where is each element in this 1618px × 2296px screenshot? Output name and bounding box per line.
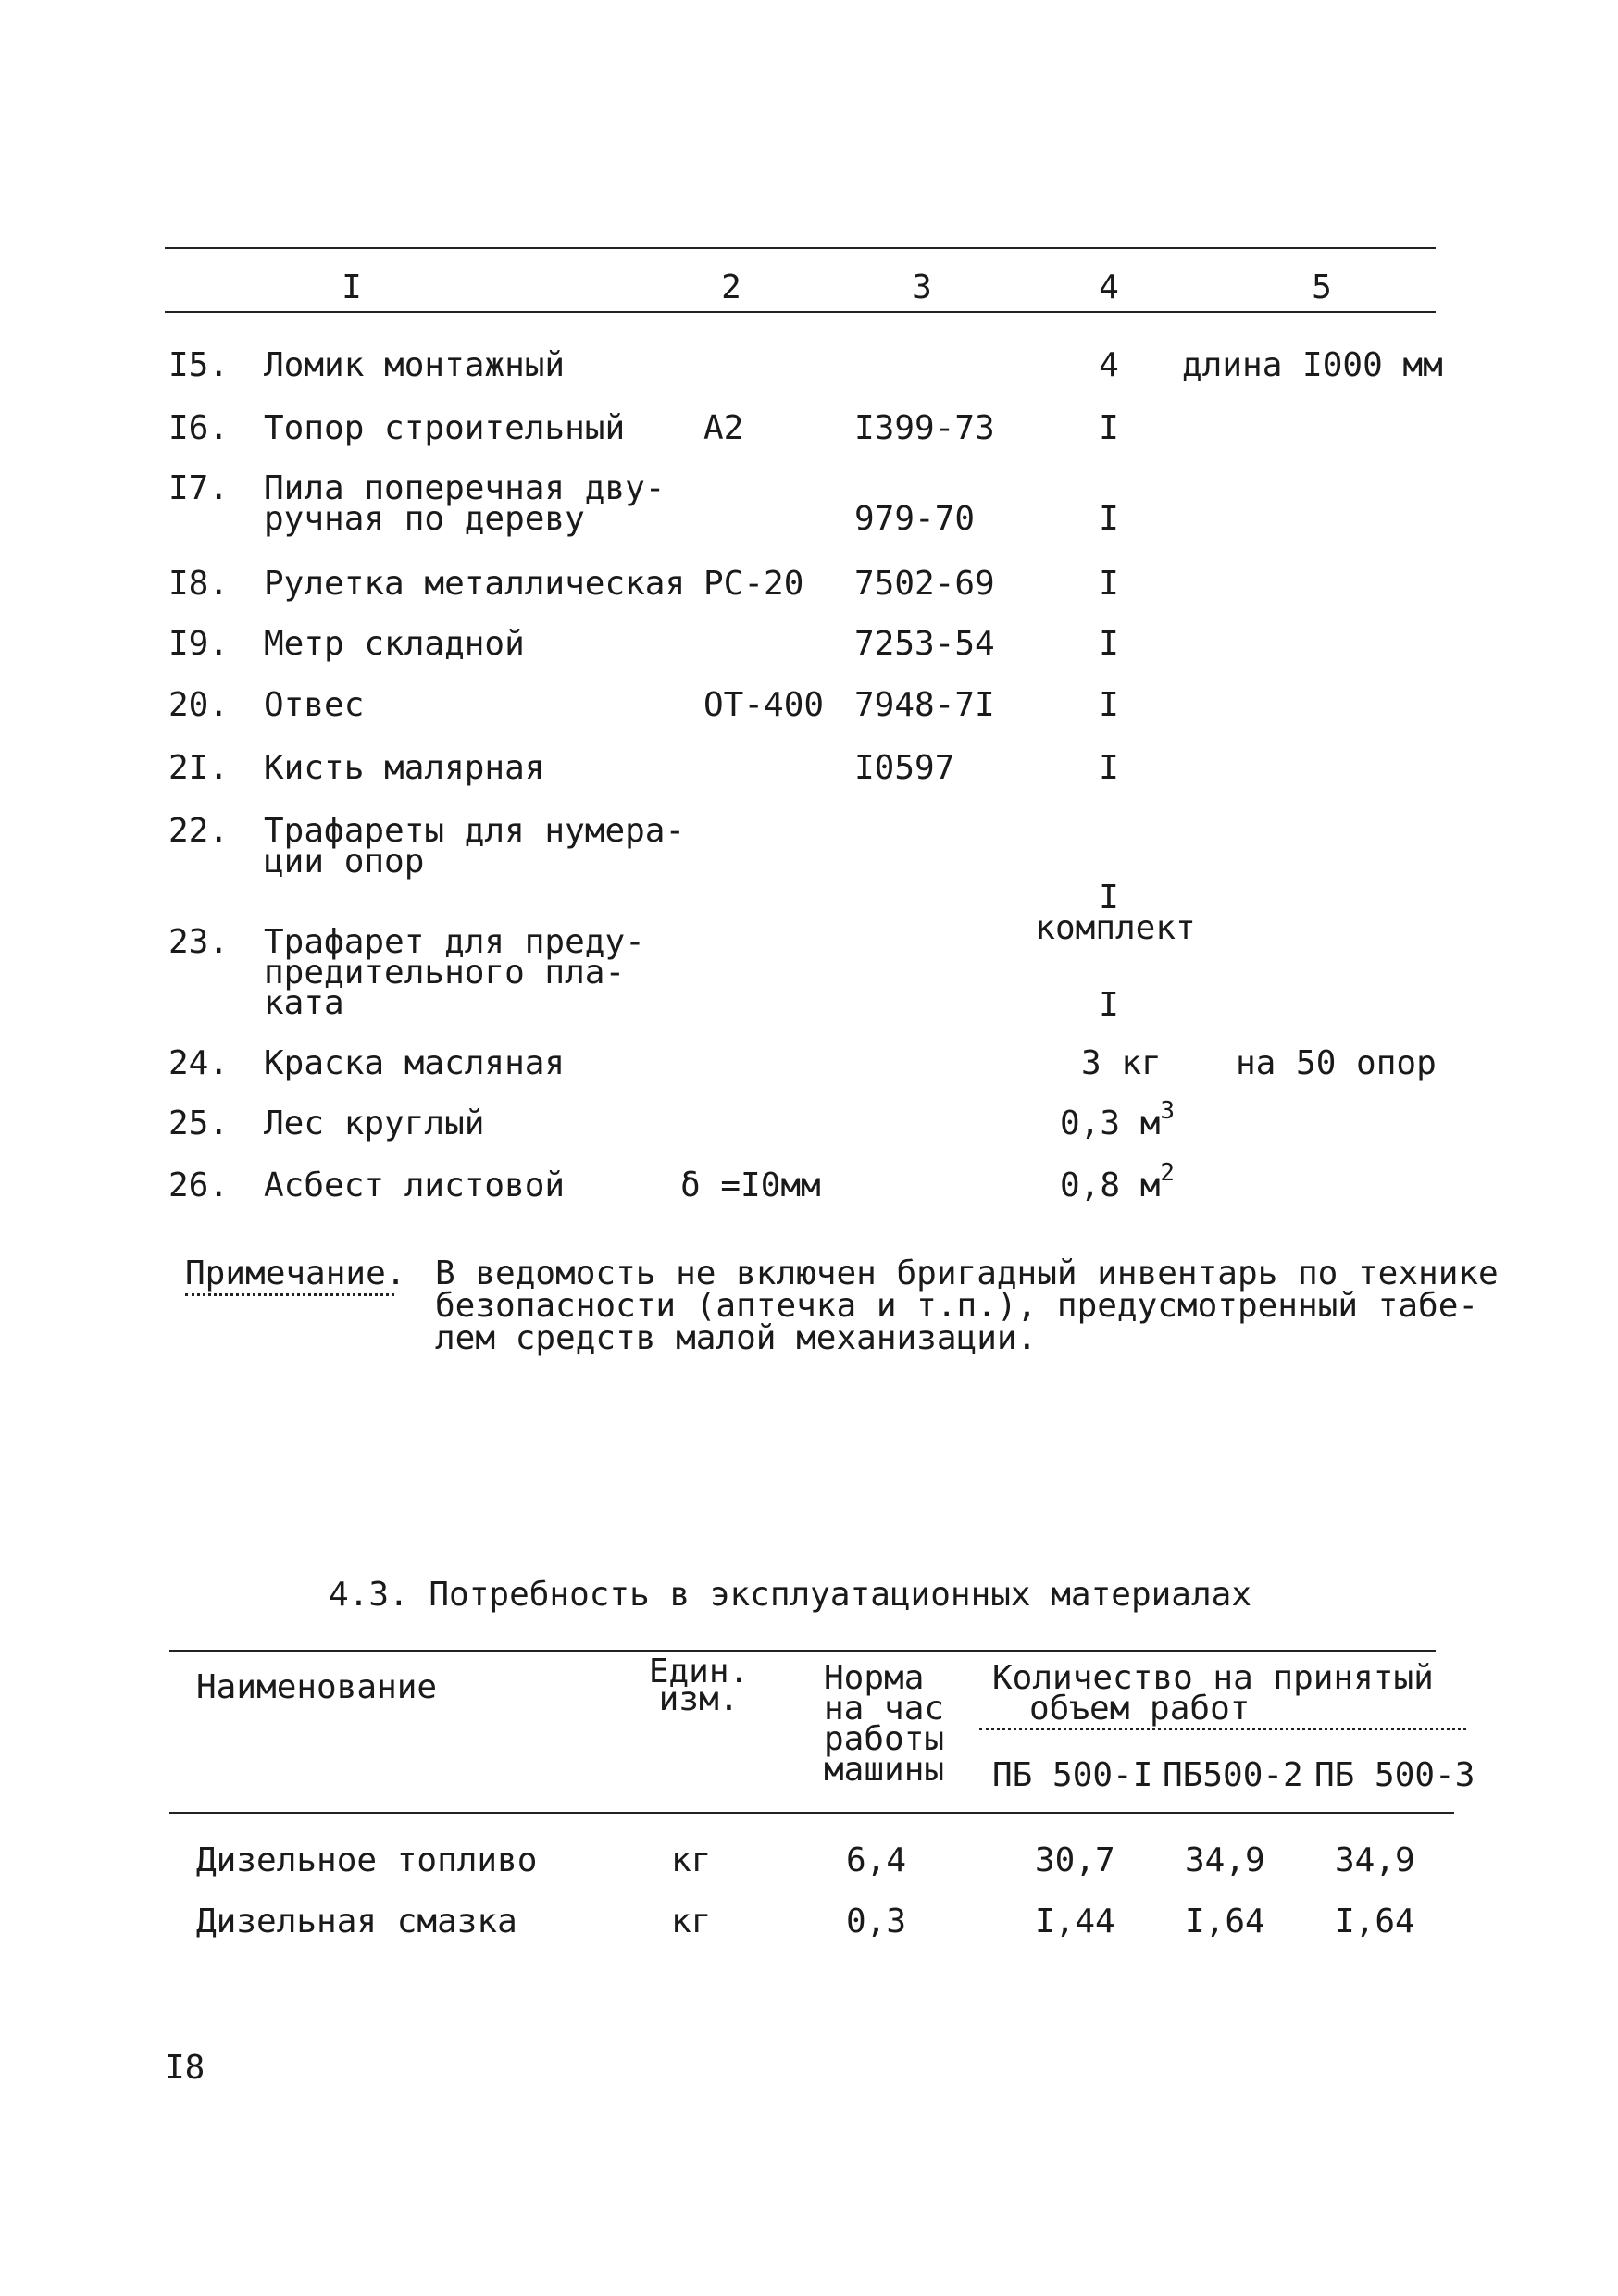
row-number: 26. bbox=[168, 1167, 230, 1204]
header-unit-line-1: Един. bbox=[648, 1653, 750, 1691]
material-norm: 6,4 bbox=[846, 1841, 907, 1879]
material-unit: кг bbox=[671, 1903, 712, 1940]
row-name-line: Асбест листовой bbox=[264, 1167, 566, 1204]
row-name-line: предительного пла- bbox=[264, 954, 626, 992]
row-name-line: ката bbox=[264, 984, 344, 1022]
materials-top-rule bbox=[169, 1650, 1436, 1652]
row-qty: I bbox=[1099, 565, 1119, 603]
row-qty: I bbox=[1099, 879, 1119, 917]
row-number: 23. bbox=[168, 923, 230, 961]
header-machine-1: ПБ 500-I bbox=[992, 1756, 1153, 1794]
table-header-rule bbox=[165, 311, 1436, 313]
row-mark: А2 bbox=[703, 409, 744, 447]
row-name-line: Краска масляная bbox=[264, 1044, 566, 1082]
qty-value: 0,3 м bbox=[1060, 1104, 1161, 1142]
row-mark: РС-20 bbox=[703, 565, 804, 603]
row-gost: I0597 bbox=[854, 749, 955, 787]
row-qty bbox=[1060, 1159, 1189, 1204]
row-qty: I bbox=[1099, 986, 1119, 1024]
row-qty: I bbox=[1099, 409, 1119, 447]
header-norm-line-4: машины bbox=[824, 1751, 945, 1789]
header-qty-underline bbox=[979, 1728, 1466, 1730]
row-name-line: Рулетка металлическая bbox=[264, 565, 686, 603]
note-label-underline bbox=[185, 1293, 394, 1296]
row-number: 24. bbox=[168, 1044, 230, 1082]
note-line-3: лем средств малой механизации. bbox=[435, 1319, 1038, 1357]
row-qty bbox=[1060, 1097, 1189, 1142]
row-gost: 7948-7I bbox=[854, 686, 995, 724]
material-name: Дизельная смазка bbox=[196, 1903, 517, 1940]
row-qty: 4 bbox=[1099, 346, 1119, 384]
header-unit-line-2: изм. bbox=[658, 1680, 740, 1718]
header-norm-line-1: Норма bbox=[824, 1659, 925, 1697]
row-name-line: Лес круглый bbox=[264, 1104, 485, 1142]
table-top-rule bbox=[165, 247, 1436, 249]
unit-exponent: 3 bbox=[1160, 1097, 1176, 1125]
col-header-4: 4 bbox=[1099, 268, 1119, 306]
col-header-5: 5 bbox=[1312, 268, 1332, 306]
header-machine-2: ПБ500-2 bbox=[1163, 1756, 1303, 1794]
row-qty: 3 кг bbox=[1081, 1044, 1162, 1082]
material-qty-3: I,64 bbox=[1335, 1903, 1415, 1940]
row-qty: I bbox=[1099, 500, 1119, 538]
material-qty-2: 34,9 bbox=[1185, 1841, 1265, 1879]
header-qty-line-1: Количество на принятый bbox=[992, 1659, 1434, 1697]
row-qty: комплект bbox=[1035, 909, 1196, 947]
row-name-line: Кисть малярная bbox=[264, 749, 545, 787]
note-line-1: В ведомость не включен бригадный инвентарь по технике bbox=[435, 1254, 1499, 1292]
row-number: I6. bbox=[168, 409, 230, 447]
row-note: на 50 опор bbox=[1236, 1044, 1437, 1082]
header-norm-line-3: работы bbox=[824, 1720, 945, 1758]
material-unit: кг bbox=[671, 1841, 712, 1879]
header-machine-3: ПБ 500-3 bbox=[1314, 1756, 1475, 1794]
row-name-line: Пила поперечная дву- bbox=[264, 469, 666, 507]
row-number: 25. bbox=[168, 1104, 230, 1142]
row-name-line: Отвес bbox=[264, 686, 365, 724]
header-name: Наименование bbox=[196, 1668, 438, 1706]
note-label: Примечание. bbox=[185, 1254, 406, 1292]
row-note: длина I000 мм bbox=[1182, 346, 1443, 384]
row-gost: 7253-54 bbox=[854, 625, 995, 663]
unit-exponent: 2 bbox=[1160, 1159, 1176, 1187]
row-gost: I399-73 bbox=[854, 409, 995, 447]
col-header-3: 3 bbox=[912, 268, 932, 306]
row-name-line: Топор строительный bbox=[264, 409, 626, 447]
col-header-2: 2 bbox=[721, 268, 741, 306]
row-mark: ОТ-400 bbox=[703, 686, 825, 724]
qty-value: 0,8 м bbox=[1060, 1167, 1161, 1204]
row-name-line: ции опор bbox=[264, 842, 425, 880]
material-qty-2: I,64 bbox=[1185, 1903, 1265, 1940]
material-name: Дизельное топливо bbox=[196, 1841, 538, 1879]
row-number: I8. bbox=[168, 565, 230, 603]
row-name-line: Трафарет для преду- bbox=[264, 923, 645, 961]
row-qty: I bbox=[1099, 686, 1119, 724]
header-qty-line-2: объем работ bbox=[1029, 1690, 1251, 1728]
row-number: I9. bbox=[168, 625, 230, 663]
page-number: I8 bbox=[165, 2049, 205, 2087]
materials-header-rule bbox=[169, 1812, 1454, 1814]
header-norm-line-2: на час bbox=[824, 1690, 945, 1728]
material-norm: 0,3 bbox=[846, 1903, 907, 1940]
col-header-1: I bbox=[342, 268, 362, 306]
row-name-line: ручная по дереву bbox=[264, 500, 585, 538]
material-qty-1: 30,7 bbox=[1035, 1841, 1115, 1879]
row-qty: I bbox=[1099, 749, 1119, 787]
row-number: I5. bbox=[168, 346, 230, 384]
row-mark: δ =I0мм bbox=[680, 1167, 821, 1204]
section-title: 4.3. Потребность в эксплуатационных материалах bbox=[329, 1576, 1251, 1614]
note-line-2: безопасности (аптечка и т.п.), предусмотренный табе- bbox=[435, 1287, 1479, 1325]
row-number: 2I. bbox=[168, 749, 230, 787]
row-number: 20. bbox=[168, 686, 230, 724]
row-name-line: Трафареты для нумера- bbox=[264, 812, 686, 850]
row-number: I7. bbox=[168, 469, 230, 507]
row-name-line: Метр складной bbox=[264, 625, 525, 663]
row-qty: I bbox=[1099, 625, 1119, 663]
row-number: 22. bbox=[168, 812, 230, 850]
material-qty-1: I,44 bbox=[1035, 1903, 1115, 1940]
row-gost: 979-70 bbox=[854, 500, 976, 538]
material-qty-3: 34,9 bbox=[1335, 1841, 1415, 1879]
row-name-line: Ломик монтажный bbox=[264, 346, 566, 384]
row-gost: 7502-69 bbox=[854, 565, 995, 603]
